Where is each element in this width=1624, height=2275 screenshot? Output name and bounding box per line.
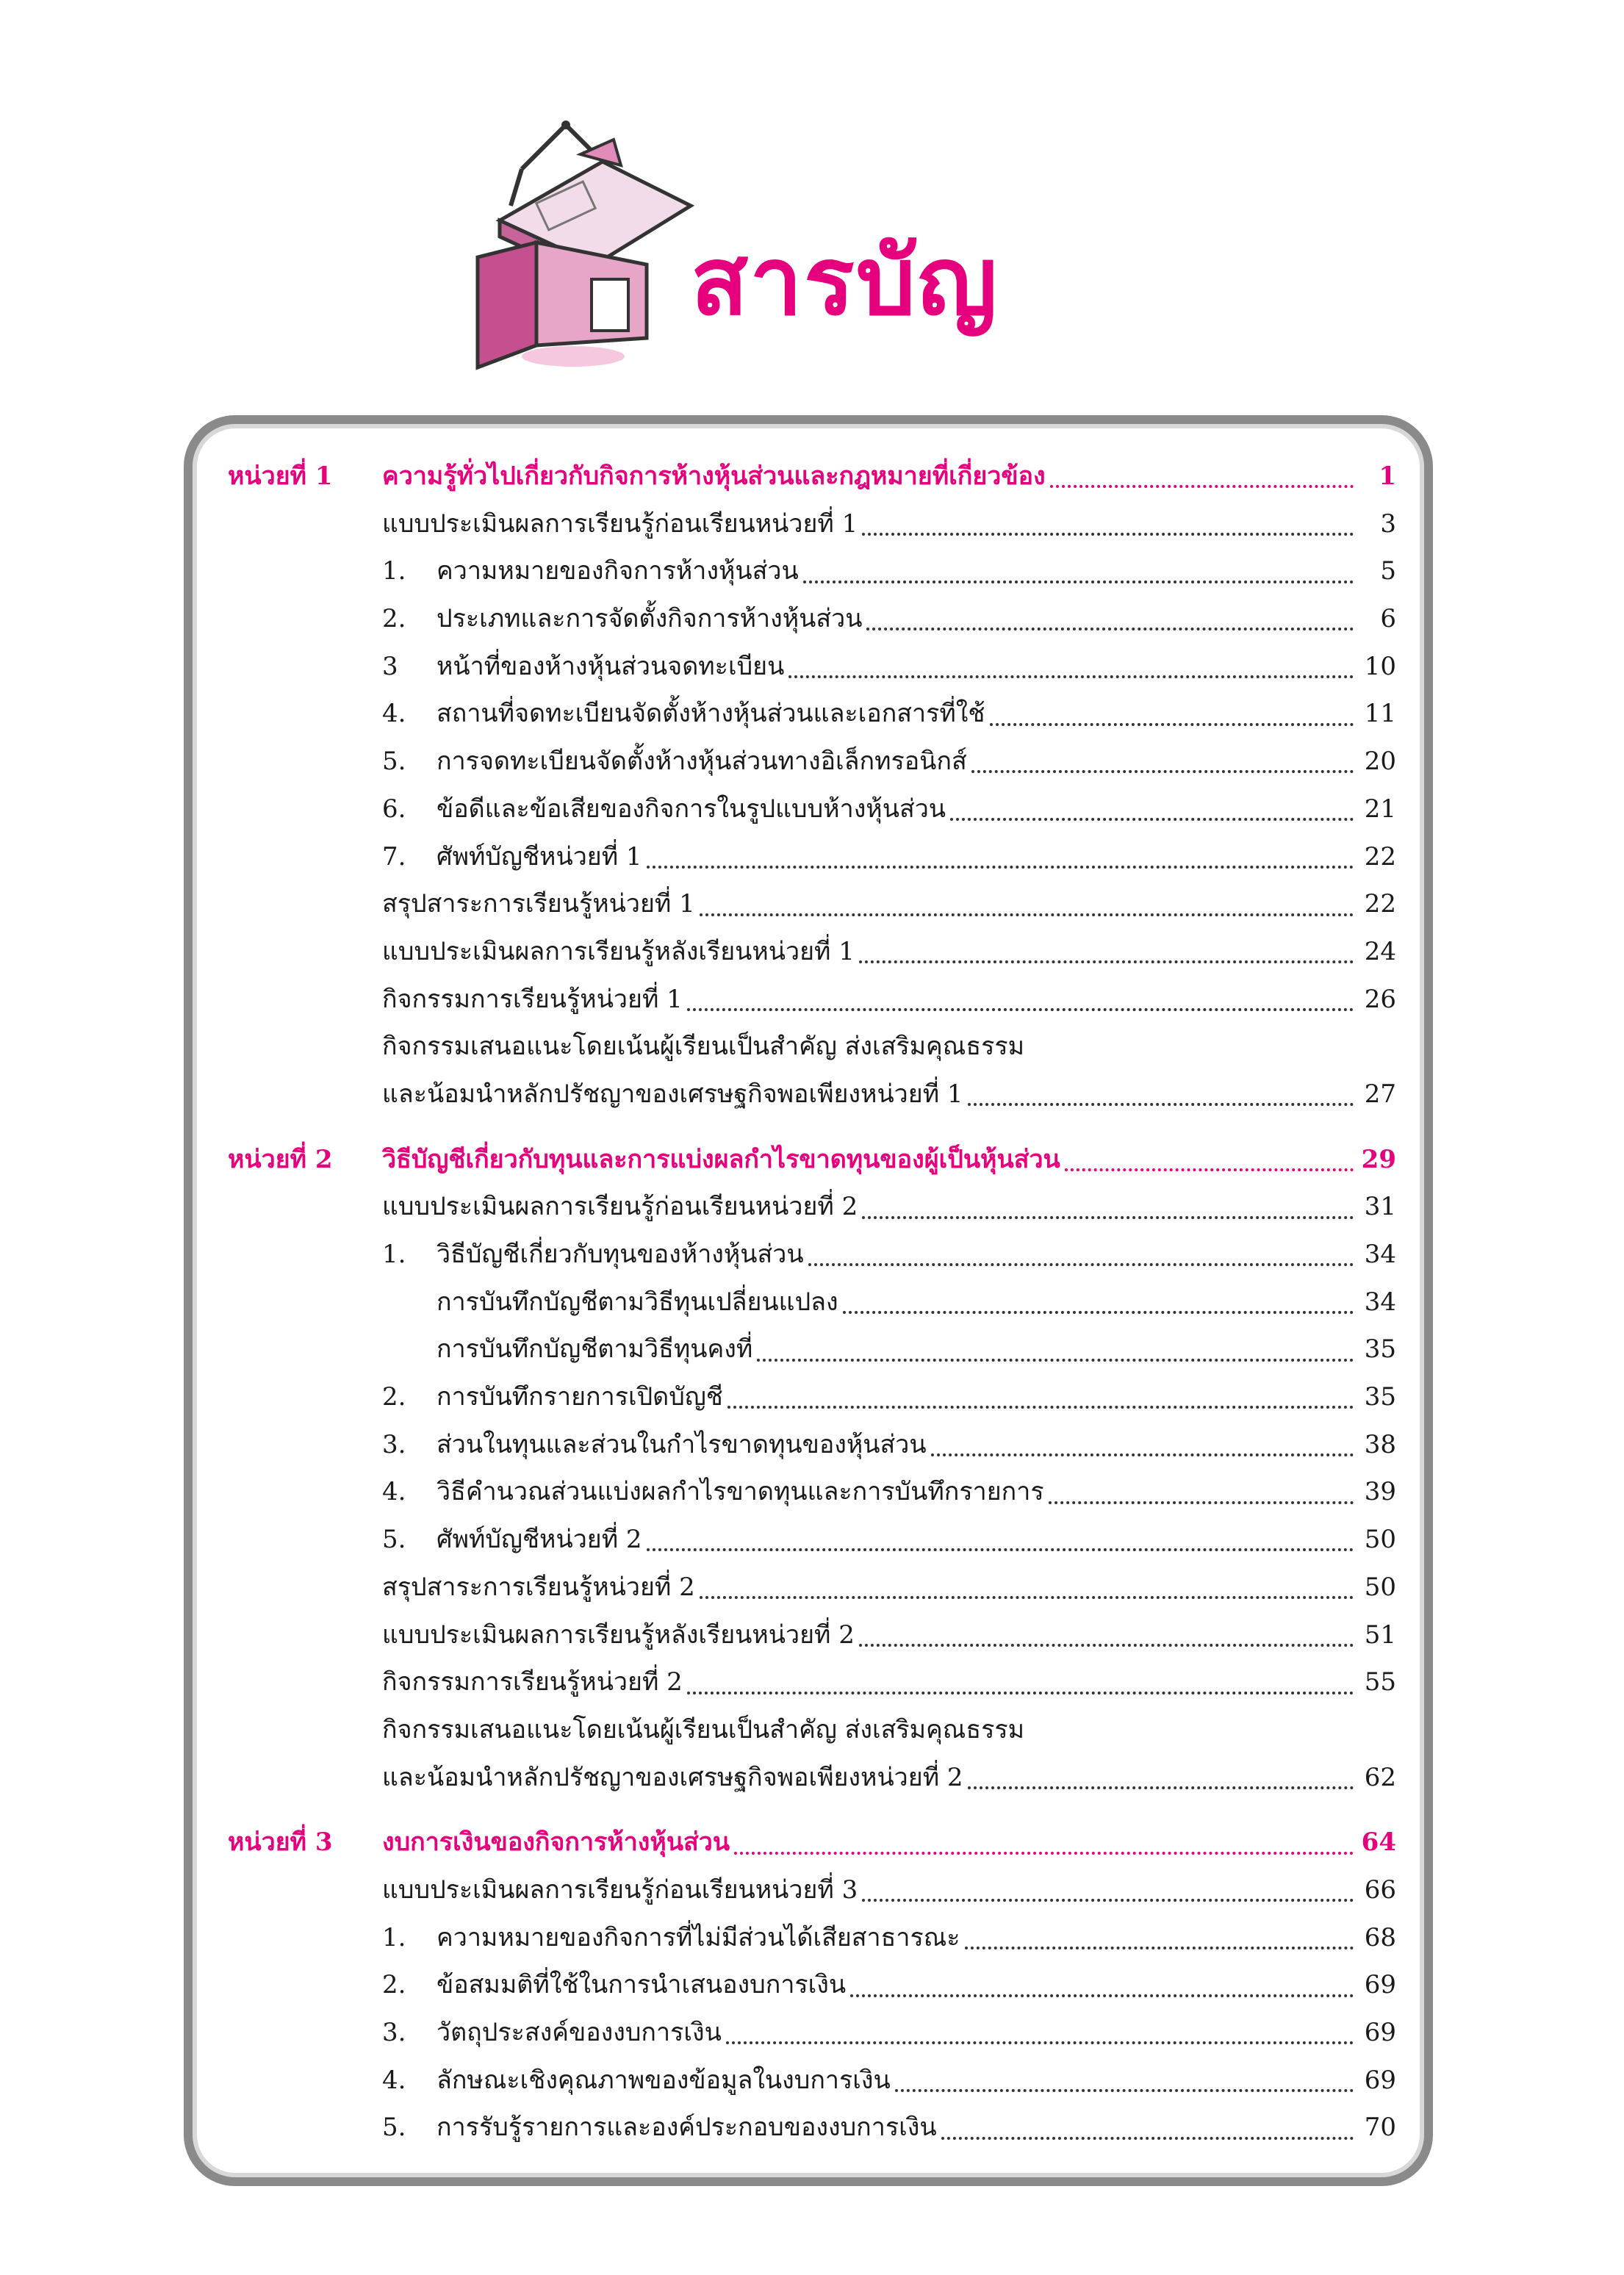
dot-leader	[862, 1216, 1354, 1219]
entry-text: สถานที่จดทะเบียนจัดตั้งห้างหุ้นส่วนและเอกสารที่ใช้	[436, 699, 985, 729]
entry-text: ส่วนในทุนและส่วนในกำไรขาดทุนของหุ้นส่วน	[436, 1429, 927, 1459]
page-number: 3	[1380, 508, 1396, 539]
page-number: 29	[1361, 1144, 1396, 1174]
page-number: 38	[1364, 1429, 1396, 1459]
dot-leader	[895, 2089, 1354, 2092]
entry-number: 5.	[382, 747, 406, 777]
page-number: 27	[1364, 1079, 1396, 1109]
toc-entry[interactable]	[228, 1234, 1396, 1282]
dot-leader	[971, 770, 1354, 773]
toc-entry[interactable]	[228, 1917, 1396, 1965]
entry-text: กิจกรรมเสนอแนะโดยเน้นผู้เรียนเป็นสำคัญ ส่งเสริมคุณธรรม	[382, 1714, 1025, 1744]
unit-label: หน่วยที่ 1	[228, 461, 333, 491]
page-number: 50	[1364, 1572, 1396, 1602]
table-of-contents	[228, 456, 1396, 2154]
page-number: 55	[1364, 1667, 1396, 1697]
entry-text: การบันทึกบัญชีตามวิธีทุนคงที่	[436, 1334, 753, 1365]
dot-leader	[1050, 485, 1354, 488]
unit-label: หน่วยที่ 2	[228, 1144, 333, 1174]
entry-text: ประเภทและการจัดตั้งกิจการห้างหุ้นส่วน	[436, 604, 863, 634]
toc-entry[interactable]	[228, 883, 1396, 931]
page-number: 34	[1364, 1287, 1396, 1317]
entry-text: ศัพท์บัญชีหน่วยที่ 2	[436, 1525, 642, 1555]
entry-text: การรับรู้รายการและองค์ประกอบของงบการเงิน	[436, 2113, 937, 2143]
dot-leader	[757, 1359, 1354, 1362]
page-number: 22	[1364, 889, 1396, 919]
toc-entry[interactable]	[228, 1709, 1396, 1757]
dot-leader	[727, 1406, 1354, 1409]
entry-text: แบบประเมินผลการเรียนรู้หลังเรียนหน่วยที่ 1	[382, 936, 855, 966]
entry-text: วัตถุประสงค์ของงบการเงิน	[436, 2018, 722, 2047]
toc-entry[interactable]	[228, 1964, 1396, 2012]
dot-leader	[965, 1947, 1354, 1949]
entry-number: 3.	[382, 1429, 406, 1459]
entry-number: 2.	[382, 1970, 406, 2000]
entry-number: 2.	[382, 1382, 406, 1412]
dot-leader	[866, 628, 1354, 630]
entry-text: วิธีบัญชีเกี่ยวกับทุนของห้างหุ้นส่วน	[436, 1240, 804, 1269]
page-title: สารบัญ	[691, 227, 999, 337]
entry-number: 1.	[382, 1922, 406, 1952]
page-number: 50	[1364, 1525, 1396, 1555]
toc-entry[interactable]	[228, 836, 1396, 884]
dot-leader	[931, 1453, 1354, 1456]
dot-leader	[726, 2041, 1354, 2044]
entry-number: 7.	[382, 841, 406, 871]
dot-leader	[850, 1994, 1354, 1997]
dot-leader	[859, 1644, 1354, 1647]
entry-number: 1.	[382, 1240, 406, 1269]
entry-text: สรุปสาระการเรียนรู้หน่วยที่ 1	[382, 889, 695, 919]
toc-entry[interactable]	[228, 693, 1396, 741]
dot-leader	[859, 960, 1354, 963]
page-number: 22	[1364, 841, 1396, 871]
entry-text: ลักษณะเชิงคุณภาพของข้อมูลในงบการเงิน	[436, 2065, 891, 2095]
toc-entry[interactable]	[228, 1186, 1396, 1234]
toc-entry[interactable]	[228, 503, 1396, 551]
toc-unit-heading[interactable]	[228, 1822, 1396, 1869]
page-number: 70	[1364, 2113, 1396, 2143]
entry-number: 1.	[382, 556, 406, 586]
toc-entry[interactable]	[228, 1661, 1396, 1709]
entry-number: 4.	[382, 2065, 406, 2095]
toc-entry[interactable]	[228, 1614, 1396, 1662]
entry-number: 4.	[382, 1477, 406, 1507]
toc-entry[interactable]	[228, 1567, 1396, 1614]
entry-text: การจดทะเบียนจัดตั้งห้างหุ้นส่วนทางอิเล็กทรอนิกส์	[436, 747, 967, 777]
toc-entry[interactable]	[228, 788, 1396, 836]
drafting-table-icon	[470, 110, 713, 375]
entry-number: 2.	[382, 604, 406, 634]
dot-leader	[700, 913, 1354, 916]
entry-text: ข้อดีและข้อเสียของกิจการในรูปแบบห้างหุ้นส่วน	[436, 794, 946, 824]
page-number: 11	[1364, 699, 1396, 729]
entry-number: 3	[382, 651, 398, 681]
page-number: 24	[1364, 936, 1396, 966]
entry-number: 5.	[382, 1525, 406, 1555]
toc-entry[interactable]	[228, 931, 1396, 979]
page-number: 35	[1364, 1382, 1396, 1412]
unit-spacer	[228, 1121, 1396, 1139]
entry-text: ความหมายของกิจการที่ไม่มีส่วนได้เสียสาธารณะ	[436, 1922, 960, 1952]
toc-entry[interactable]	[228, 741, 1396, 788]
entry-number: 5.	[382, 2113, 406, 2143]
toc-entry[interactable]	[228, 1329, 1396, 1376]
page-number: 35	[1364, 1334, 1396, 1365]
page-number: 20	[1364, 747, 1396, 777]
page-number: 5	[1380, 556, 1396, 586]
entry-text: และน้อมนำหลักปรัชญาของเศรษฐกิจพอเพียงหน่วยที่ 1	[382, 1079, 963, 1109]
page-number: 34	[1364, 1240, 1396, 1269]
page-number: 39	[1364, 1477, 1396, 1507]
toc-entry[interactable]	[228, 2107, 1396, 2154]
unit-title: งบการเงินของกิจการห้างหุ้นส่วน	[382, 1827, 730, 1858]
page-number: 68	[1364, 1922, 1396, 1952]
page-number: 10	[1364, 651, 1396, 681]
entry-text: ศัพท์บัญชีหน่วยที่ 1	[436, 841, 642, 871]
page-number: 69	[1364, 2065, 1396, 2095]
toc-entry[interactable]	[228, 2060, 1396, 2107]
unit-label: หน่วยที่ 3	[228, 1827, 333, 1858]
entry-text: แบบประเมินผลการเรียนรู้หลังเรียนหน่วยที่ 2	[382, 1620, 855, 1650]
entry-text: การบันทึกบัญชีตามวิธีทุนเปลี่ยนแปลง	[436, 1287, 838, 1317]
toc-entry[interactable]	[228, 550, 1396, 598]
page-number: 26	[1364, 984, 1396, 1014]
dot-leader	[862, 533, 1354, 536]
toc-entry[interactable]	[228, 1424, 1396, 1472]
entry-number: 3.	[382, 2018, 406, 2047]
entry-text: แบบประเมินผลการเรียนรู้ก่อนเรียนหน่วยที่ 2	[382, 1192, 858, 1222]
entry-text: แบบประเมินผลการเรียนรู้ก่อนเรียนหน่วยที่ 1	[382, 508, 858, 539]
page-number: 6	[1380, 604, 1396, 634]
dot-leader	[950, 818, 1354, 821]
entry-text: และน้อมนำหลักปรัชญาของเศรษฐกิจพอเพียงหน่วยที่ 2	[382, 1762, 963, 1792]
toc-entry[interactable]	[228, 979, 1396, 1027]
dot-leader	[788, 675, 1354, 678]
toc-entry[interactable]	[228, 646, 1396, 694]
toc-unit-heading[interactable]	[228, 1139, 1396, 1187]
page-header	[0, 0, 1624, 411]
dot-leader	[862, 1899, 1354, 1902]
toc-entry[interactable]	[228, 598, 1396, 646]
entry-text: กิจกรรมการเรียนรู้หน่วยที่ 1	[382, 984, 683, 1014]
toc-entry[interactable]	[228, 1869, 1396, 1917]
dot-leader	[1049, 1501, 1354, 1504]
dot-leader	[700, 1596, 1354, 1599]
page-number: 66	[1364, 1875, 1396, 1905]
page-number: 62	[1364, 1762, 1396, 1792]
entry-text: สรุปสาระการเรียนรู้หน่วยที่ 2	[382, 1572, 695, 1602]
dot-leader	[808, 1263, 1354, 1266]
toc-unit-heading[interactable]	[228, 456, 1396, 503]
entry-text: ข้อสมมติที่ใช้ในการนำเสนองบการเงิน	[436, 1970, 847, 2000]
toc-entry[interactable]	[228, 1074, 1396, 1121]
dot-leader	[968, 1786, 1354, 1789]
page-number: 64	[1361, 1827, 1396, 1858]
dot-leader	[990, 723, 1354, 726]
dot-leader	[1065, 1168, 1354, 1171]
toc-entry[interactable]	[228, 1376, 1396, 1424]
unit-title: ความรู้ทั่วไปเกี่ยวกับกิจการห้างหุ้นส่วนและกฎหมายที่เกี่ยวข้อง	[382, 461, 1046, 491]
dot-leader	[968, 1103, 1354, 1106]
entry-number: 4.	[382, 699, 406, 729]
toc-entry[interactable]	[228, 1282, 1396, 1329]
entry-text: ความหมายของกิจการห้างหุ้นส่วน	[436, 556, 799, 586]
entry-text: กิจกรรมการเรียนรู้หน่วยที่ 2	[382, 1667, 683, 1697]
dot-leader	[843, 1311, 1354, 1314]
dot-leader	[941, 2137, 1354, 2140]
toc-entry[interactable]	[228, 1519, 1396, 1567]
dot-leader	[734, 1852, 1354, 1855]
dot-leader	[647, 866, 1354, 869]
unit-title: วิธีบัญชีเกี่ยวกับทุนและการแบ่งผลกำไรขาดทุนของผู้เป็นหุ้นส่วน	[382, 1144, 1060, 1174]
dot-leader	[647, 1548, 1354, 1551]
entry-text: หน้าที่ของห้างหุ้นส่วนจดทะเบียน	[436, 651, 785, 681]
page-number: 1	[1379, 461, 1396, 491]
dot-leader	[687, 1692, 1354, 1694]
dot-leader	[687, 1008, 1354, 1011]
toc-entry[interactable]	[228, 1757, 1396, 1805]
dot-leader	[803, 581, 1354, 583]
entry-text: วิธีคำนวณส่วนแบ่งผลกำไรขาดทุนและการบันทึกรายการ	[436, 1477, 1044, 1507]
toc-entry[interactable]	[228, 1026, 1396, 1074]
entry-number: 6.	[382, 794, 406, 824]
page-number: 21	[1364, 794, 1396, 824]
unit-spacer	[228, 1804, 1396, 1822]
toc-entry[interactable]	[228, 2012, 1396, 2060]
page-number: 31	[1364, 1192, 1396, 1222]
page-number: 69	[1364, 1970, 1396, 2000]
toc-entry[interactable]	[228, 1471, 1396, 1519]
entry-text: แบบประเมินผลการเรียนรู้ก่อนเรียนหน่วยที่ 3	[382, 1875, 858, 1905]
entry-text: กิจกรรมเสนอแนะโดยเน้นผู้เรียนเป็นสำคัญ ส่งเสริมคุณธรรม	[382, 1032, 1025, 1062]
entry-text: การบันทึกรายการเปิดบัญชี	[436, 1382, 723, 1412]
page-number: 69	[1364, 2018, 1396, 2047]
page-number: 51	[1364, 1620, 1396, 1650]
